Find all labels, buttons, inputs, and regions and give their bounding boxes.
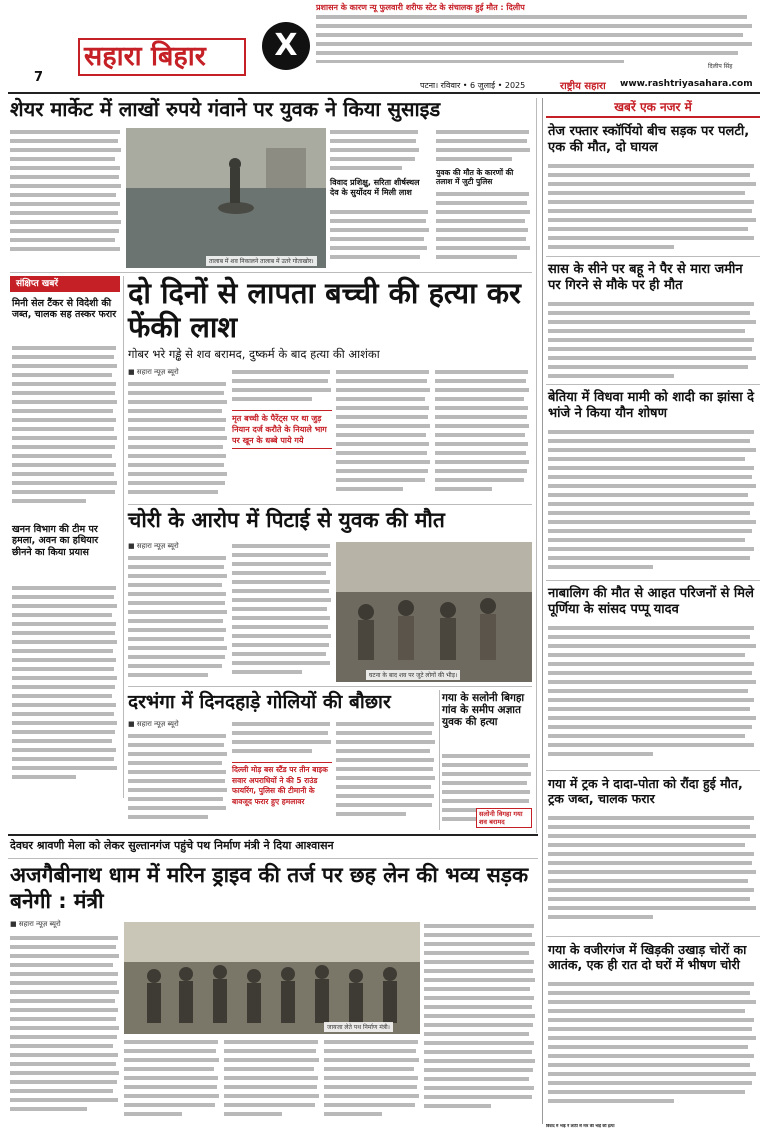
ajgaibinath-body-col5 (424, 922, 536, 1124)
sidebar-label: संक्षिप्त खबरें (10, 276, 120, 292)
top-story-tag: दिलीप सिंह (708, 63, 733, 70)
lead-body-col1 (10, 128, 122, 258)
paper-logo: राष्ट्रीय सहारा (560, 81, 606, 92)
ajgaibinath-byline: ■ सहारा न्यूज़ ब्यूरो (10, 920, 61, 928)
strip-top-rule (8, 834, 538, 836)
lead-subhead-2: युवक की मौत के कारणों की तलाश में जुटी पुलिस (436, 168, 514, 186)
top-story-body (316, 13, 756, 63)
right-item-4: नाबालिग की मौत से आहत परिजनों से मिले पूर्णिया के सांसद पप्पू यादव (548, 586, 754, 617)
sidebar-item-2: खनन विभाग की टीम पर हमला, अवन का हथियार छीनने का किया प्रयास (12, 524, 99, 558)
right-item-6-body (548, 980, 758, 1122)
lead-body-col4b (436, 190, 531, 270)
murder-body-col2a (232, 368, 332, 408)
right-item-5: गया में ट्रक ने दादा-पोता को रौंदा हुई मौत, ट्रक जब्त, चालक फरार (548, 776, 743, 806)
right-item-6: गया के वजीरगंज में खिड़की उखाड़ चोरों का आतंक, एक ही रात दो घरों में भीषण चोरी (548, 942, 747, 972)
darbhanga-body-col1 (128, 732, 228, 830)
right-column-label: खबरें एक नजर में (614, 100, 692, 114)
right-rule-1 (546, 256, 760, 257)
ajgaibinath-body-col2 (124, 1038, 220, 1124)
right-rule-5 (546, 936, 760, 937)
right-column-divider (542, 98, 543, 1124)
theft-photo-scene (336, 542, 532, 682)
theft-headline: चोरी के आरोप में पिटाई से युवक की मौत (128, 508, 445, 532)
gaya-headline: गया के सलोनी बिगहा गांव के समीप अज्ञात युवक की हत्या (442, 692, 525, 729)
right-item-1-body (548, 162, 758, 254)
theft-body-col1 (128, 554, 228, 684)
theft-body-col2 (232, 542, 332, 684)
brand-title: सहारा बिहार (84, 41, 206, 72)
theft-photo (336, 542, 532, 682)
masthead-rule (8, 92, 760, 94)
website-link[interactable]: www.rashtriyasahara.com (620, 79, 753, 89)
darbhanga-body-col2a (232, 720, 332, 760)
right-item-3: बेतिया में विधवा मामी को शादी का झांसा दे भांजे ने किया यौन शोषण (548, 390, 754, 421)
theft-bottom-rule (128, 686, 532, 687)
darbhanga-byline: ■ सहारा न्यूज़ ब्यूरो (128, 720, 179, 728)
lead-body-col4 (436, 128, 531, 168)
lead-subhead-1: विवाद प्रशिक्षु, सरिता शीर्षस्थल देव के सुर्योदय में मिली लाश (330, 178, 420, 197)
murder-pull-quote: मृत बच्ची के पैरेंट्स पर था जुड़ नियान दर्ज करौते के नियाले भाग पर खून के धब्बे पाये गये (232, 410, 332, 449)
ajgaibinath-photo-scene (124, 922, 420, 1034)
lead-body-col3b (330, 208, 430, 268)
ajgaibinath-body-col4 (324, 1038, 420, 1124)
right-rule-4 (546, 770, 760, 771)
strip-headline: देवघर श्रावणी मेला को लेकर सुल्तानगंज पहुंचे पथ निर्माण मंत्री ने दिया आश्वासन (10, 839, 334, 852)
top-story-title: प्रशासन के कारण न्यू फुलवारी शरीफ स्टेट के संचालक हुई मौत : दिलीप (316, 3, 525, 12)
ajgaibinath-photo (124, 922, 420, 1034)
right-item-3-body (548, 428, 758, 578)
strip-bottom-rule (8, 858, 538, 859)
right-column-header (546, 98, 760, 118)
ajgaibinath-photo-caption: जायजा लेते पथ निर्माण मंत्री। (324, 1022, 393, 1032)
right-rule-2 (546, 384, 760, 385)
murder-byline: ■ सहारा न्यूज़ ब्यूरो (128, 368, 179, 376)
page-number: 7 (34, 70, 44, 85)
ajgaibinath-body-col1 (10, 934, 120, 1124)
right-item-1: तेज रफ्तार स्कॉर्पियो बीच सड़क पर पलटी, एक की मौत, दो घायल (548, 124, 750, 155)
theft-byline: ■ सहारा न्यूज़ ब्यूरो (128, 542, 179, 550)
ajgaibinath-body-col3 (224, 1038, 320, 1124)
murder-bottom-rule (128, 504, 532, 505)
lead-headline: शेयर मार्केट में लाखों रुपये गंवाने पर युवक ने किया सुसाइड (10, 97, 441, 121)
x-logo-icon: X (274, 28, 298, 63)
murder-body-col1 (128, 380, 228, 500)
gaya-box-text: सलोनी विगहा गया शव बरामद (479, 810, 523, 826)
murder-deck: गोबर भरे गड्ढे से शव बरामद, दुष्कर्म के बाद हत्या की आशंका (128, 347, 380, 361)
right-rule-3 (546, 580, 760, 581)
murder-headline: दो दिनों से लापता बच्ची की हत्या कर फेंकी लाश (128, 276, 521, 344)
ajgaibinath-headline: अजगैबीनाथ धाम में मरिन ड्राइव की तर्ज पर छह लेन की भव्य सड़क बनेगी : मंत्री (10, 863, 529, 913)
murder-body-col4 (435, 368, 530, 500)
lead-photo-scene (126, 128, 326, 268)
dispute-headline: विवाद में भाई ने लाठी से मार की भाई की हत्या (546, 1124, 615, 1128)
sidebar-divider (123, 276, 124, 798)
lead-bottom-rule (10, 272, 532, 273)
darbhanga-pull-quote: दिल्ली मोड़ बस स्टैंड पर तीन बाइक सवार अपराधियों ने की 5 राउंड फायरिंग, पुलिस की टीमानी के बावजूद फरार हुए हमलावर (232, 762, 332, 807)
right-item-2: सास के सीने पर बहू ने पैर से मारा जमीन पर गिरने से मौके पर ही मौत (548, 262, 743, 293)
lead-photo (126, 128, 326, 268)
masthead (0, 0, 768, 90)
lead-photo-caption: तालाब में शव निकालने तालाब में उतरे गोताखोर। (206, 256, 317, 266)
gaya-box (476, 808, 532, 828)
darbhanga-divider (439, 690, 440, 830)
right-item-2-body (548, 300, 758, 382)
darbhanga-body-col3 (336, 720, 436, 830)
right-item-5-body (548, 814, 758, 934)
sidebar-item-2-body (12, 584, 118, 794)
sidebar-item-1-body (12, 344, 118, 514)
sidebar-item-1: मिनी सेल टैंकर से विदेशी की जब्त, चालक सह तस्कर फरार (12, 298, 117, 321)
x-logo-circle (262, 22, 310, 70)
date-line: पटना। रविवार • 6 जुलाई • 2025 (420, 81, 526, 90)
right-item-4-body (548, 624, 758, 768)
center-right-divider (536, 98, 537, 833)
theft-photo-caption: घटना के बाद शव पर जुटे लोगों की भीड़। (366, 670, 460, 680)
lead-body-col3 (330, 128, 420, 178)
darbhanga-headline: दरभंगा में दिनदहाड़े गोलियों की बौछार (128, 691, 391, 713)
murder-body-col3 (336, 368, 431, 500)
